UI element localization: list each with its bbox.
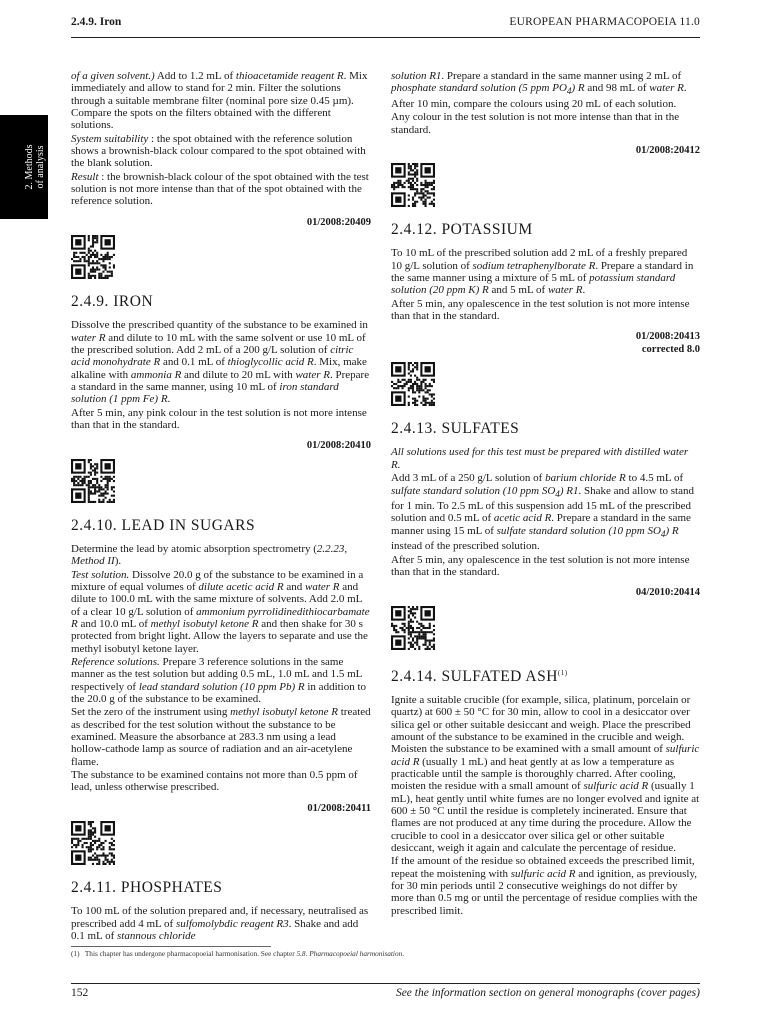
body-paragraph: After 5 min, any opalescence in the test solution is not more intense than that in the standard. (391, 553, 690, 578)
qr-code-icon[interactable] (71, 459, 115, 503)
section-iron (71, 217, 371, 432)
page-number: 152 (71, 987, 89, 999)
footnote-marker[interactable]: (1) (557, 668, 568, 677)
body-paragraph: Ignite a suitable crucible (for example, silica, platinum, porcelain or quartz) at 600 ± 50 °C for 30 min, allow to cool in a desiccator over silica gel or other suitable desiccant and weigh. Place the prescribed amount of the substance to be examined in the crucible and weigh. Moisten the substance to be examined with a small amount of sulfuric acid R (usually 1 mL) and heat gently at as low a temperature as practicable until the sample is thoroughly charred. After cooling, moisten the residue with a small amount of sulfuric acid R (usually 1 mL), heat gently until white fumes are no longer evolved and ignite at 600 ± 50 °C until the residue is completely incinerated. Ensure that flames are not produced at any time during the procedure. Allow the crucible to cool in a desiccator over silica gel or other suitable desiccant, weigh it again and calculate the percentage of residue. (391, 693, 700, 855)
monograph-ref: 04/2010:20414 (635, 587, 700, 599)
body-paragraph: Determine the lead by atomic absorption spectrometry (2.2.23, Method II). (71, 542, 348, 568)
footnote: (1) This chapter has undergone pharmacopoeial harmonisation. See chapter 5.8. Pharmacopoeial harmonisation. (71, 949, 405, 958)
body-paragraph: To 10 mL of the prescribed solution add 2 mL of a freshly prepared 10 g/L solution of sodium tetraphenylborate R. Prepare a standard in the same manner using a mixture of 5 mL of potassium standard solution (20 ppm K) R and 5 mL of water R. (391, 247, 694, 297)
monograph-correction: corrected 8.0 (641, 343, 700, 355)
section-title: 2.4.12. POTASSIUM (391, 221, 533, 239)
section-title: 2.4.13. SULFATES (391, 420, 520, 438)
running-header-section: 2.4.9. Iron (71, 16, 122, 28)
body-paragraph: Add 3 mL of a 250 g/L solution of barium chloride R to 4.5 mL of sulfate standard solution (10 ppm $SO_4$) R1. Shake and allow to stand for 1 min. To 2.5 mL of this suspension add 15 mL of the prescribed solution and 0.5 mL of acetic acid R. Prepare a standard in the same manner using 15 mL of sulfate standard solution (10 ppm $SO_4$) R instead of the prescribed solution. (391, 472, 694, 553)
section-lead-in-sugars (71, 440, 371, 793)
body-paragraph: After 5 min, any opalescence in the test solution is not more intense than that in the standard. (391, 297, 690, 323)
left-column (71, 70, 371, 943)
body-paragraph: Set the zero of the instrument using methyl isobutyl ketone R treated as described for the test solution without the substance to be examined. Measure the absorbance at 283.3 nm using a lead hollow-cathode lamp as source of radiation and an air-acetylene flame. (71, 706, 371, 768)
body-paragraph: The substance to be examined contains not more than 0.5 ppm of lead, unless otherwise prescribed. (71, 769, 358, 794)
side-tab-line1: 2. Methods (24, 144, 35, 190)
qr-code-icon[interactable] (391, 606, 435, 650)
body-paragraph: If the amount of the residue so obtained exceeds the prescribed limit, repeat the moistening with sulfuric acid R and ignition, as previously, for 30 min periods until 2 consecutive weighings do not differ by more than 0.5 mg or until the percentage of residue complies with the prescribed limit. (391, 855, 698, 917)
monograph-ref: 01/2008:20412 (635, 144, 700, 156)
side-tab-line2: of analysis (35, 145, 46, 189)
body-paragraph: of a given solvent.) Add to 1.2 mL of thioacetamide reagent R. Mix immediately and allow to stand for 2 min. Filter the solutions through a suitable membrane filter (nominal pore size 0.45 µm). Compare the spots on the filters obtained with the different solutions. (71, 70, 368, 132)
monograph-ref: 01/2008:20411 (307, 802, 371, 814)
header-rule (71, 37, 700, 38)
qr-code-icon[interactable] (391, 362, 435, 406)
monograph-ref: 01/2008:20413 (635, 331, 700, 343)
qr-code-icon[interactable] (391, 163, 435, 207)
body-paragraph: solution R1. Prepare a standard in the same manner using 2 mL of phosphate standard solution (5 ppm $PO_4$) R and 98 mL of water R. After 10 min, compare the colours using 20 mL of each solution. (391, 70, 687, 110)
body-paragraph: System suitability : the spot obtained with the reference solution shows a brownish-black colour compared to the spot obtained with the blank solution. (71, 132, 366, 170)
qr-code-icon[interactable] (71, 235, 115, 279)
body-paragraph: Result : the brownish-black colour of the spot obtained with the test solution is not more intense than that of the spot obtained with the reference solution. (71, 170, 369, 208)
body-paragraph: To 100 mL of the solution prepared and, if necessary, neutralised as prescribed add 4 mL of sulfomolybdic reagent R3. Shake and add 0.1 mL of stannous chloride (71, 905, 369, 942)
chapter-side-tab (0, 115, 48, 219)
qr-code-icon[interactable] (71, 821, 115, 865)
body-paragraph: Test solution. Dissolve 20.0 g of the substance to be examined in a mixture of equal volumes of dilute acetic acid R and water R and dilute to 100.0 mL with the same mixture of solvents. Add 2.0 mL of a clear 10 g/L solution of ammonium pyrrolidinedithiocarbamate R and 10.0 mL of methyl isobutyl ketone R and then shake for 30 s protected from bright light. Allow the layers to separate and use the methyl isobutyl ketone layer. (71, 568, 370, 655)
section-title (391, 664, 700, 686)
footer-rule (71, 983, 700, 984)
body-paragraph: All solutions used for this test must be prepared with distilled water R. (391, 446, 689, 471)
section-sulfated-ash (391, 587, 700, 917)
section-title: 2.4.9. IRON (71, 293, 154, 311)
section-potassium (391, 145, 700, 323)
section-title: 2.4.10. LEAD IN SUGARS (71, 516, 256, 534)
body-paragraph: Dissolve the prescribed quantity of the substance to be examined in water R and dilute to 10 mL with the same solvent or use 10 mL of the prescribed solution. Add 2 mL of a 200 g/L solution of citric acid monohydrate R and 0.1 mL of thioglycollic acid R. Mix, make alkaline with ammonia R and dilute to 20 mL with water R. Prepare a standard in the same manner, using 10 mL of iron standard solution (1 ppm Fe) R. (71, 319, 370, 406)
section-phosphates (71, 803, 371, 943)
monograph-ref: 01/2008:20409 (306, 216, 371, 228)
body-paragraph: Reference solutions. Prepare 3 reference solutions in the same manner as the test solution but adding 0.5 mL, 1.0 mL and 1.5 mL respectively of lead standard solution (10 ppm Pb) R in addition to the 20.0 g of the substance to be examined. (71, 655, 367, 705)
footer-note: See the information section on general monographs (cover pages) (395, 987, 700, 999)
body-paragraph: After 5 min, any pink colour in the test solution is not more intense than that in the standard. (71, 406, 367, 432)
section-title-text: 2.4.14. SULFATED ASH (391, 667, 558, 685)
body-paragraph: Any colour in the test solution is not more intense than that in the standard. (391, 111, 680, 136)
section-title: 2.4.11. PHOSPHATES (71, 879, 223, 897)
running-header-publication: EUROPEAN PHARMACOPOEIA 11.0 (509, 16, 700, 28)
monograph-ref: 01/2008:20410 (306, 440, 371, 452)
section-sulfates (391, 331, 700, 578)
footnote-rule (71, 946, 271, 947)
right-column (391, 70, 700, 918)
